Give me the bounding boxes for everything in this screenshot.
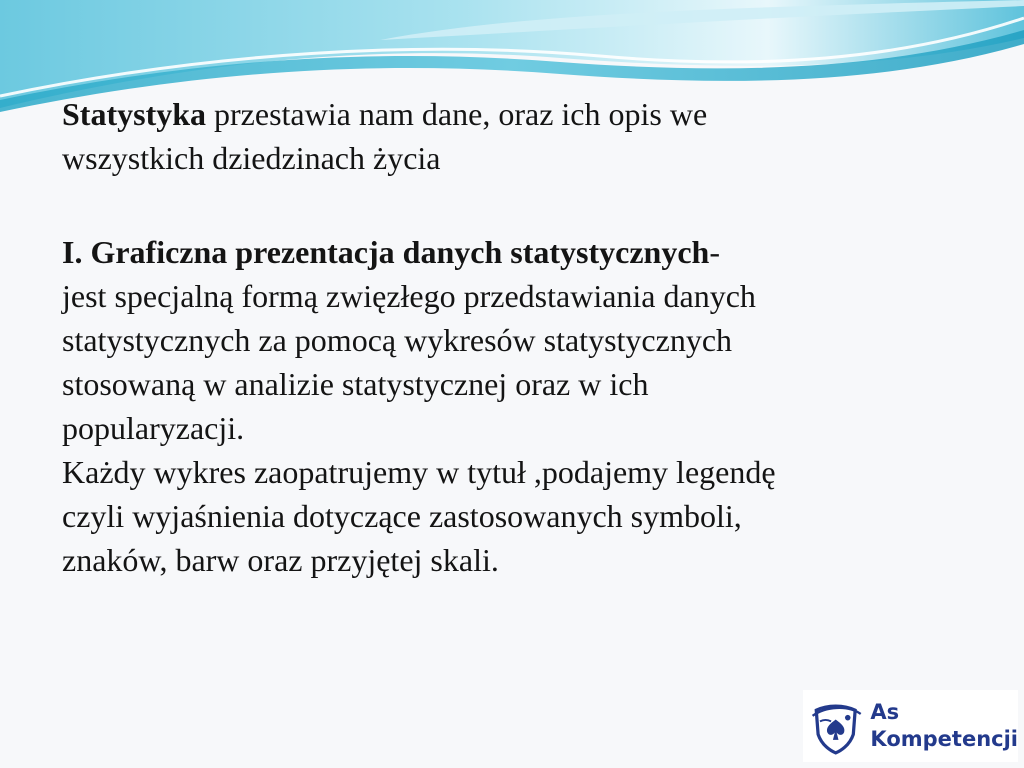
heading-dash: - [709,234,720,270]
section-heading [62,230,982,274]
paragraph-graficzna-prezentacja [62,230,982,582]
term-statystyka: Statystyka [62,96,207,132]
logo-text [870,699,1018,753]
paragraph-line: statystycznych za pomocą wykresów statystycznych [62,322,733,358]
paragraph-statystyka [62,92,982,180]
slide-body [62,92,982,582]
paragraph-line [62,92,982,136]
paragraph-line: znaków, barw oraz przyjętej skali. [62,542,499,578]
as-kompetencji-logo [803,690,1018,762]
paragraph-line: wszystkich dziedzinach życia [62,140,441,176]
section-heading-bold: I. Graficzna prezentacja danych statystycznych [62,234,710,270]
paragraph-line: stosowaną w analizie statystycznej oraz w ich [62,366,649,402]
paragraph-text: przestawia nam dane, oraz ich opis we [206,96,708,132]
paragraph-line: jest specjalną formą zwięzłego przedstawiania danych [62,278,756,314]
paragraph-line: czyli wyjaśnienia dotyczące zastosowanych symboli, [62,498,742,534]
logo-text-line2: Kompetencji [870,727,1018,751]
logo-text-line1: As [870,700,900,724]
paragraph-line: Każdy wykres zaopatrujemy w tytuł ,podajemy legendę [62,454,776,490]
paragraph-line: popularyzacji. [62,410,245,446]
logo-emblem-icon [807,695,864,757]
